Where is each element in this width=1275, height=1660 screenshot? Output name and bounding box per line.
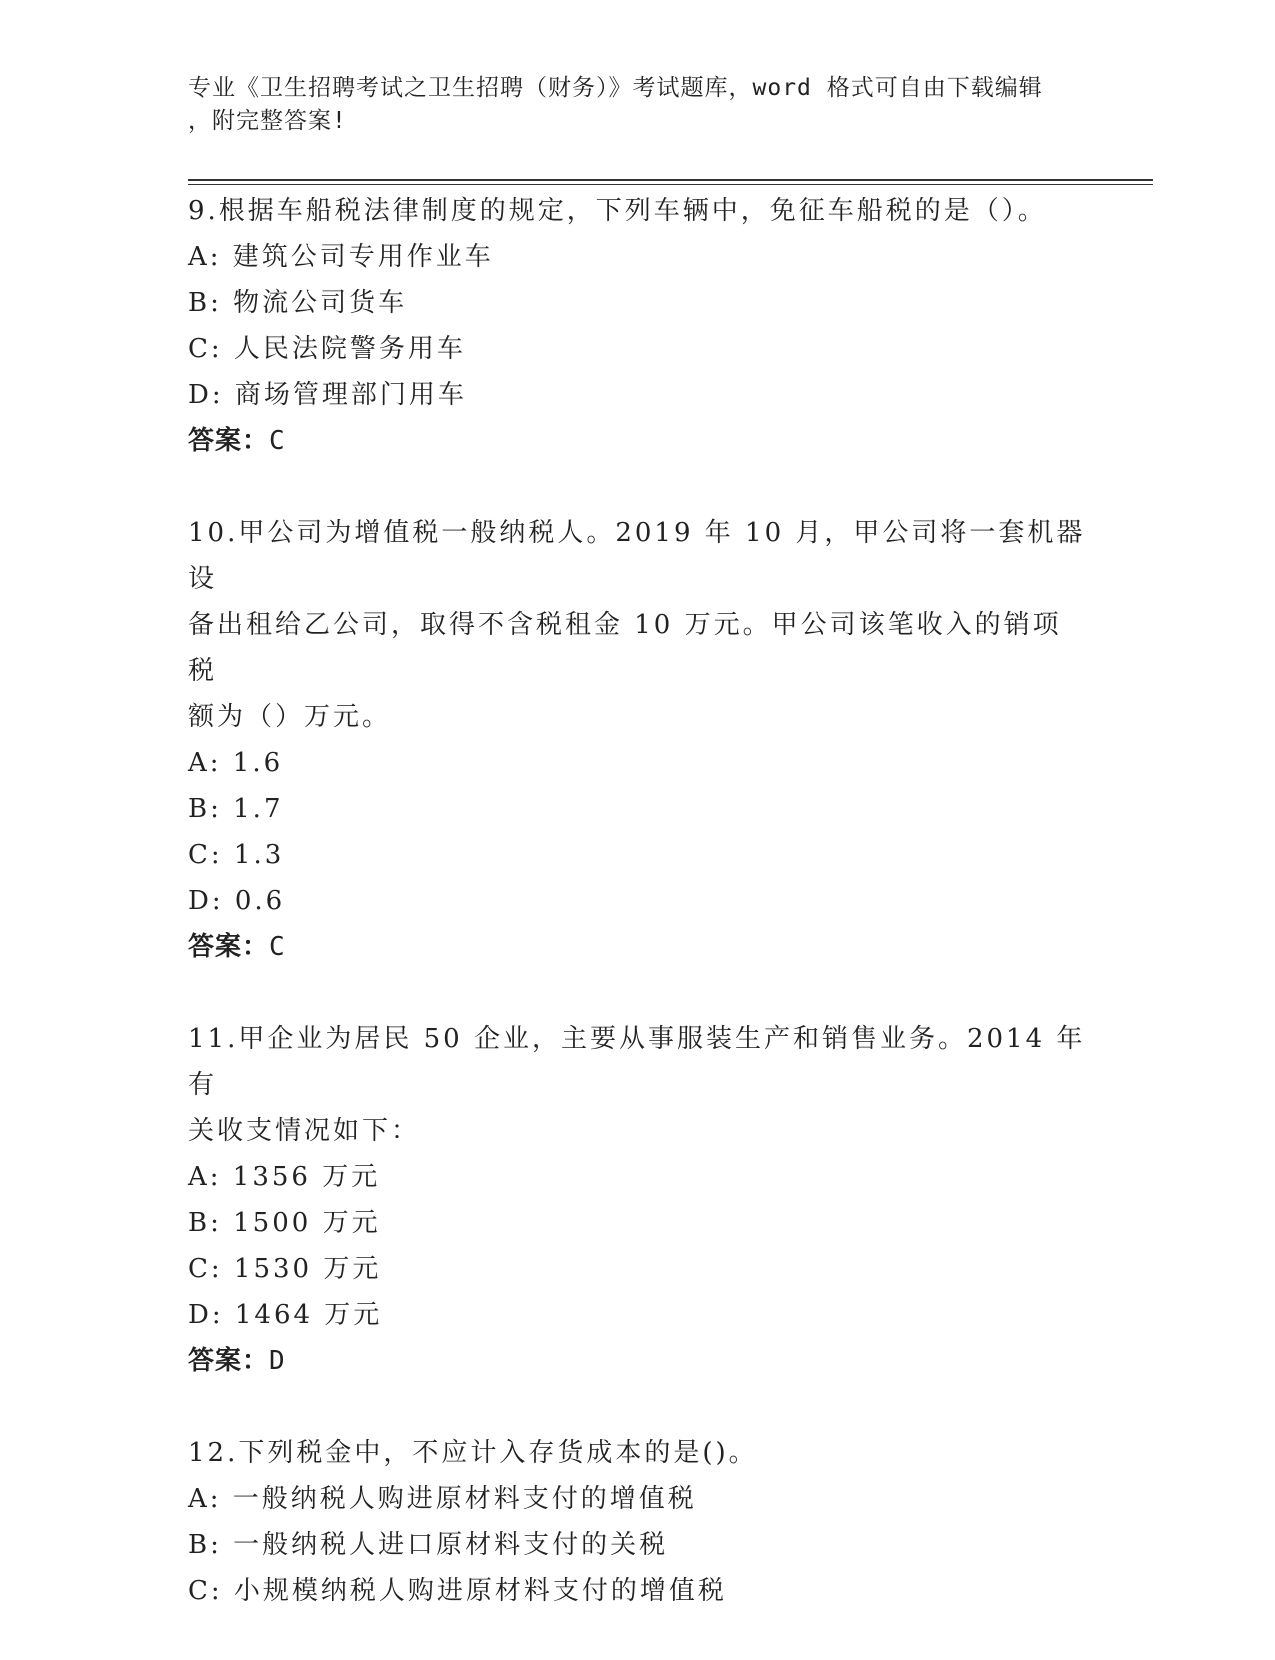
question-stem: 9.根据车船税法律制度的规定，下列车辆中，免征车船税的是（）。 — [188, 196, 1047, 226]
option-a: A: 1356 万元 — [188, 1162, 381, 1192]
option-a: A: 一般纳税人购进原材料支付的增值税 — [188, 1484, 697, 1514]
question-list — [188, 188, 1088, 1660]
question-stem-line: 备出租给乙公司，取得不含税租金 10 万元。甲公司该笔收入的销项税 — [188, 610, 1062, 686]
question-10 — [188, 510, 1088, 970]
question-stem: 12.下列税金中，不应计入存货成本的是()。 — [188, 1438, 758, 1468]
option-d: D: 0.6 — [188, 886, 286, 916]
option-b: B: 一般纳税人进口原材料支付的关税 — [188, 1530, 669, 1560]
option-a: A: 1.6 — [188, 748, 284, 778]
answer-label: 答案： — [188, 1346, 270, 1376]
answer-value: C — [269, 932, 286, 962]
answer-value: D — [269, 1346, 286, 1376]
header-divider-thick — [188, 179, 1153, 181]
answer-value: C — [269, 426, 286, 456]
option-d: D: 1464 万元 — [188, 1300, 383, 1330]
answer-line — [188, 418, 1088, 464]
question-stem-line: 关收支情况如下： — [188, 1116, 421, 1146]
answer-line — [188, 924, 1088, 970]
question-stem-line: 11.甲企业为居民 50 企业，主要从事服装生产和销售业务。2014 年有 — [188, 1024, 1086, 1100]
question-stem-line: 10.甲公司为增值税一般纳税人。2019 年 10 月，甲公司将一套机器设 — [188, 518, 1086, 594]
question-11 — [188, 1016, 1088, 1384]
option-c: C: 1530 万元 — [188, 1254, 382, 1284]
header-line-2: ，附完整答案! — [188, 108, 347, 134]
option-b: B: 1500 万元 — [188, 1208, 381, 1238]
answer-line — [188, 1338, 1088, 1384]
document-header — [188, 72, 1068, 138]
option-b: B: 1.7 — [188, 794, 284, 824]
question-9 — [188, 188, 1088, 464]
option-a: A: 建筑公司专用作业车 — [188, 242, 494, 272]
question-stem-line: 额为（）万元。 — [188, 702, 392, 732]
answer-label: 答案： — [188, 932, 270, 962]
answer-label: 答案： — [188, 426, 270, 456]
option-c: C: 人民法院警务用车 — [188, 334, 466, 364]
option-c: C: 小规模纳税人购进原材料支付的增值税 — [188, 1576, 727, 1606]
option-b: B: 物流公司货车 — [188, 288, 408, 318]
question-12 — [188, 1430, 1088, 1614]
option-c: C: 1.3 — [188, 840, 285, 870]
header-divider-thin — [188, 184, 1153, 185]
header-line-1: 专业《卫生招聘考试之卫生招聘（财务）》考试题库，word 格式可自由下载编辑 — [188, 75, 1043, 101]
option-d: D: 商场管理部门用车 — [188, 380, 467, 410]
